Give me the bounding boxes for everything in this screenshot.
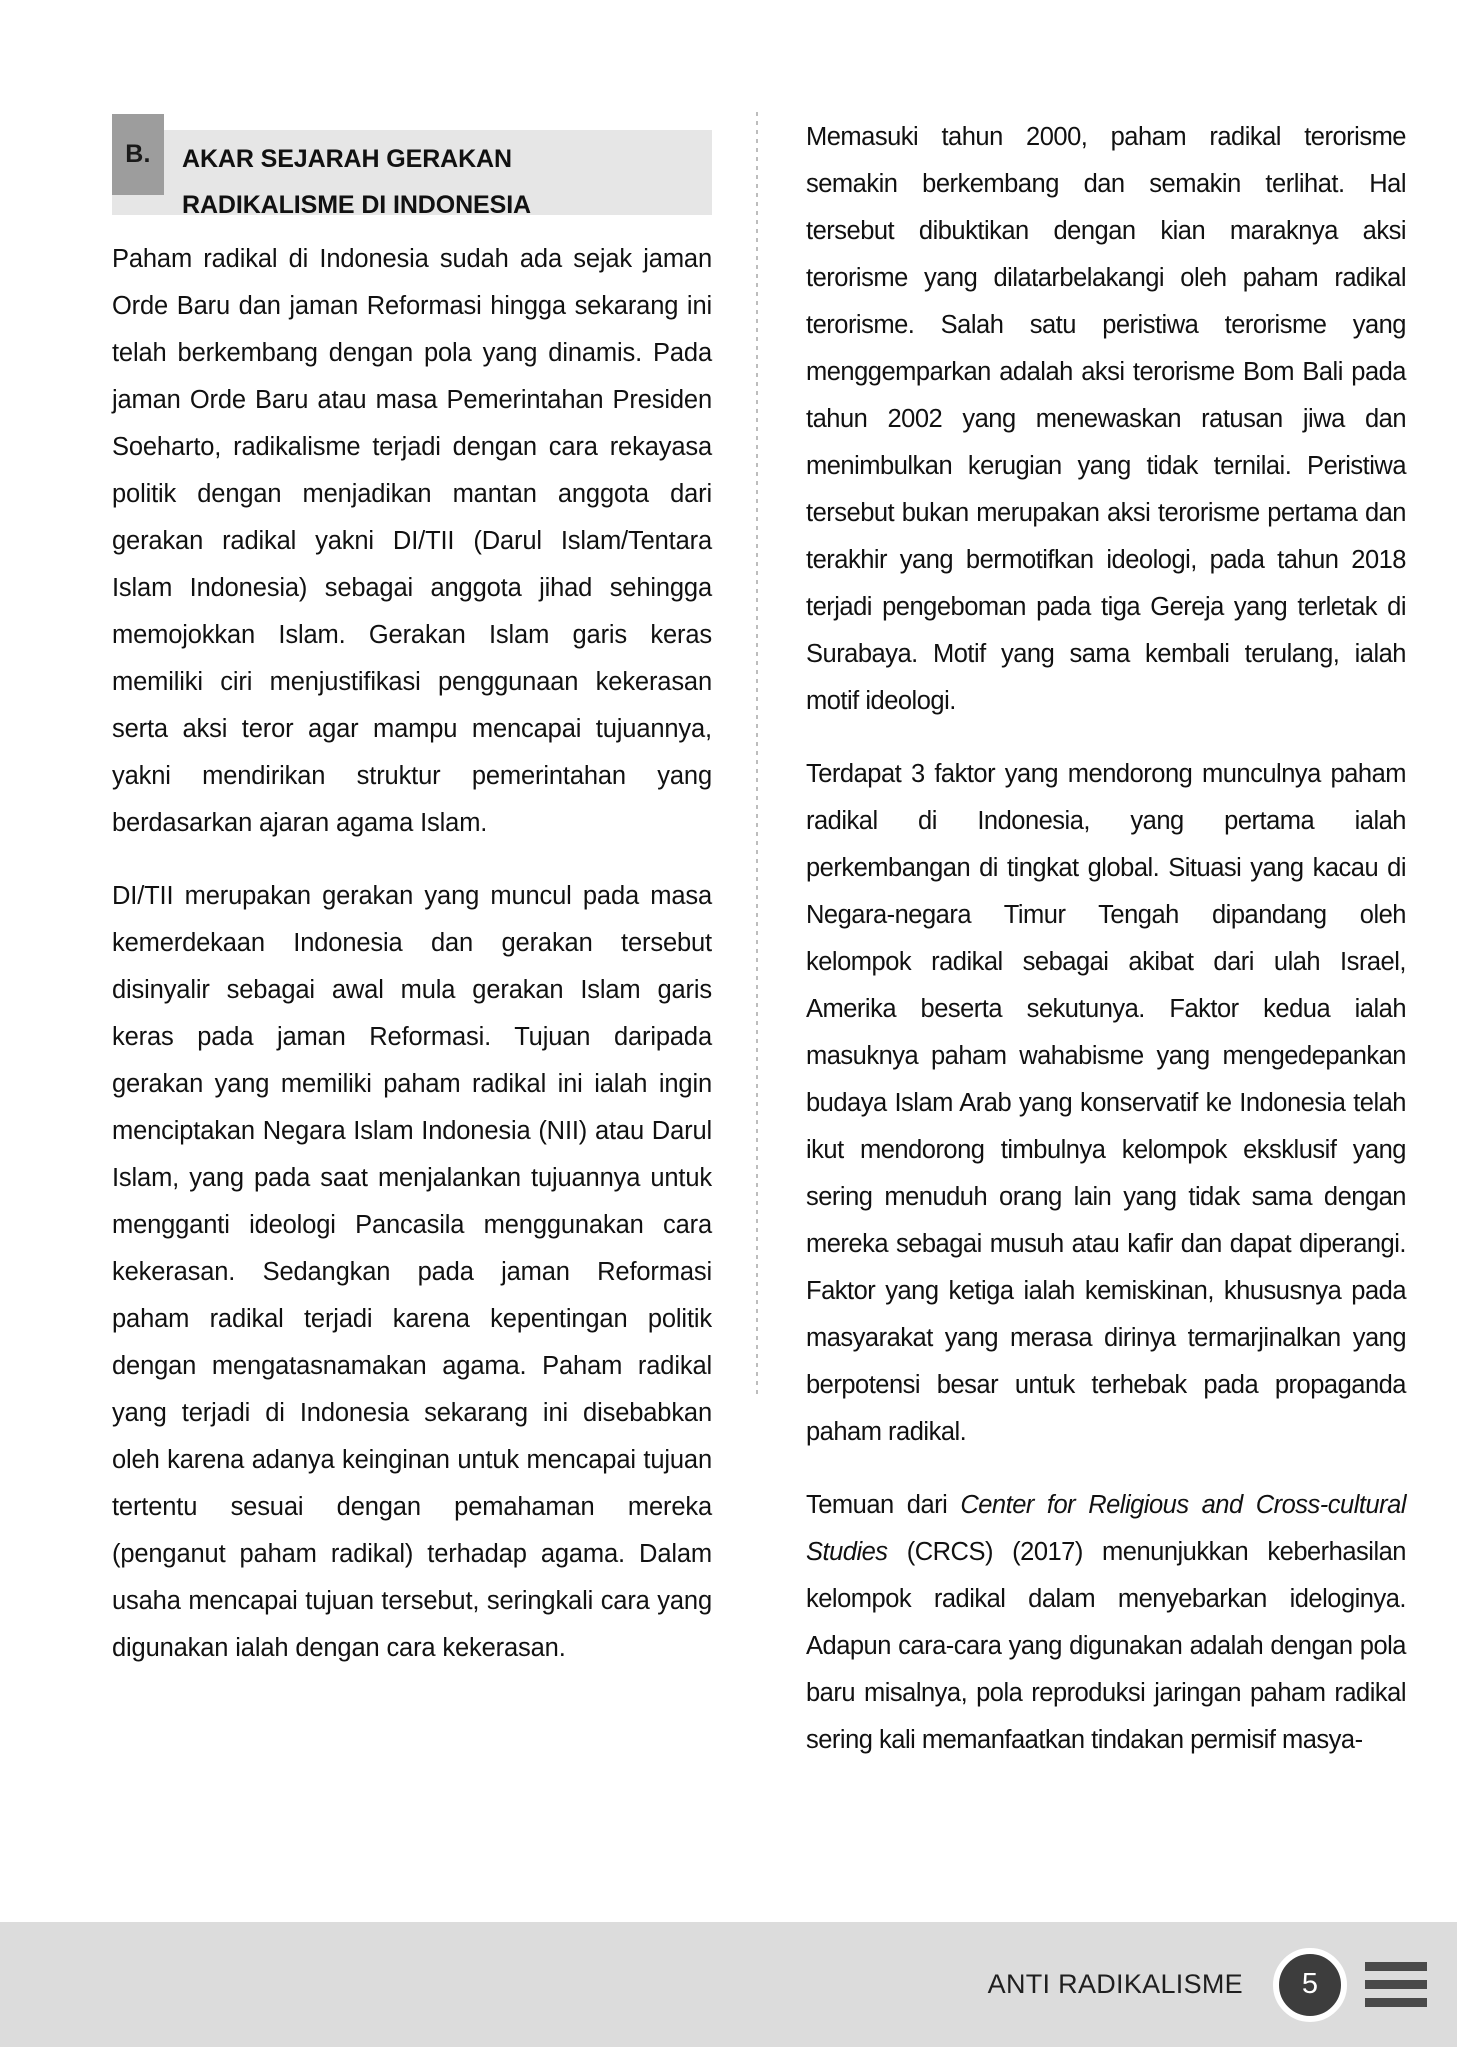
text-run-0: Temuan dari	[806, 1491, 961, 1519]
italic-run-1: Center for Religious and Cross-cultural Studies	[806, 1491, 1406, 1566]
section-header	[112, 114, 712, 219]
left-column	[112, 0, 712, 1672]
right-paragraph-1	[806, 114, 1406, 725]
text-run-0: Memasuki tahun 2000, paham radikal terorisme semakin berkembang dan semakin terlihat. Hal tersebut dibuktikan dengan kian maraknya aksi terorisme yang dilatarbelakangi oleh paham radikal terorisme. Salah satu peristiwa terorisme yang menggemparkan adalah aksi terorisme Bom Bali pada tahun 2002 yang menewaskan ratusan jiwa dan menimbulkan kerugian yang tidak ternilai. Peristiwa tersebut bukan merupakan aksi terorisme pertama dan terakhir yang bermotifkan ideologi, pada tahun 2018 terjadi pengeboman pada tiga Gereja yang terletak di Surabaya. Motif yang sama kembali terulang, ialah motif ideologi.	[806, 123, 1406, 715]
text-run-2: (CRCS) (2017) menunjukkan keberhasilan kelompok radikal dalam menyebarkan ideloginya. Adapun cara-cara yang digunakan adalah dengan pola baru misalnya, pola reproduksi jaringan paham radikal sering kali memanfaatkan tindakan permisif masya-	[806, 1538, 1406, 1754]
footer-title: ANTI RADIKALISME	[987, 1969, 1243, 1999]
section-title	[182, 136, 702, 228]
section-letter-box	[112, 114, 164, 195]
stacked-bars-icon	[1365, 1962, 1427, 2007]
column-divider	[756, 112, 758, 1397]
right-column	[806, 0, 1406, 1764]
right-paragraph-2	[806, 751, 1406, 1456]
left-paragraph-2: DI/TII merupakan gerakan yang muncul pada masa kemerdekaan Indonesia dan gerakan tersebut disinyalir sebagai awal mula gerakan Islam garis keras pada jaman Reformasi. Tujuan daripada gerakan yang memiliki paham radikal ini ialah ingin menciptakan Negara Islam Indonesia (NII) atau Darul Islam, yang pada saat menjalankan tujuannya untuk mengganti ideologi Pancasila menggunakan cara kekerasan. Sedangkan pada jaman Reformasi paham radikal terjadi karena kepentingan politik dengan mengatasnamakan agama. Paham radikal yang terjadi di Indonesia sekarang ini disebabkan oleh karena adanya keinginan untuk mencapai tujuan tertentu sesuai dengan pemahaman mereka (penganut paham radikal) terhadap agama. Dalam usaha mencapai tujuan tersebut, seringkali cara yang digunakan ialah dengan cara kekerasan.	[112, 882, 712, 1662]
page-number: 5	[1301, 1968, 1319, 2000]
bar-3	[1365, 1998, 1427, 2007]
text-run-0: Terdapat 3 faktor yang mendorong munculnya paham radikal di Indonesia, yang pertama ialah perkembangan di tingkat global. Situasi yang kacau di Negara-negara Timur Tengah dipandang oleh kelompok radikal sebagai akibat dari ulah Israel, Amerika beserta sekutunya. Faktor kedua ialah masuknya paham wahabisme yang mengedepankan budaya Islam Arab yang konservatif ke Indonesia telah ikut mendorong timbulnya kelompok eksklusif yang sering menuduh orang lain yang tidak sama dengan mereka sebagai musuh atau kafir dan dapat diperangi. Faktor yang ketiga ialah kemiskinan, khususnya pada masyarakat yang merasa dirinya termarjinalkan yang berpotensi besar untuk terhebak pada propaganda paham radikal.	[806, 760, 1406, 1446]
section-title-line-2: RADIKALISME DI INDONESIA	[182, 191, 532, 219]
page-number-badge	[1273, 1948, 1347, 2022]
section-title-line-1: AKAR SEJARAH GERAKAN	[182, 145, 512, 173]
footer-inner	[988, 1922, 1457, 2047]
page-footer	[0, 1922, 1457, 2047]
left-paragraph-1: Paham radikal di Indonesia sudah ada sejak jaman Orde Baru dan jaman Reformasi hingga sekarang ini telah berkembang dengan pola yang dinamis. Pada jaman Orde Baru atau masa Pemerintahan Presiden Soeharto, radikalisme terjadi dengan cara rekayasa politik dengan menjadikan mantan anggota dari gerakan radikal yakni DI/TII (Darul Islam/Tentara Islam Indonesia) sebagai anggota jihad sehingga memojokkan Islam. Gerakan Islam garis keras memiliki ciri menjustifikasi penggunaan kekerasan serta aksi teror agar mampu mencapai tujuannya, yakni mendirikan struktur pemerintahan yang berdasarkan ajaran agama Islam.	[112, 245, 712, 837]
right-paragraph-3	[806, 1482, 1406, 1764]
bar-2	[1365, 1980, 1427, 1989]
section-letter: B.	[125, 140, 151, 168]
bar-1	[1365, 1962, 1427, 1971]
